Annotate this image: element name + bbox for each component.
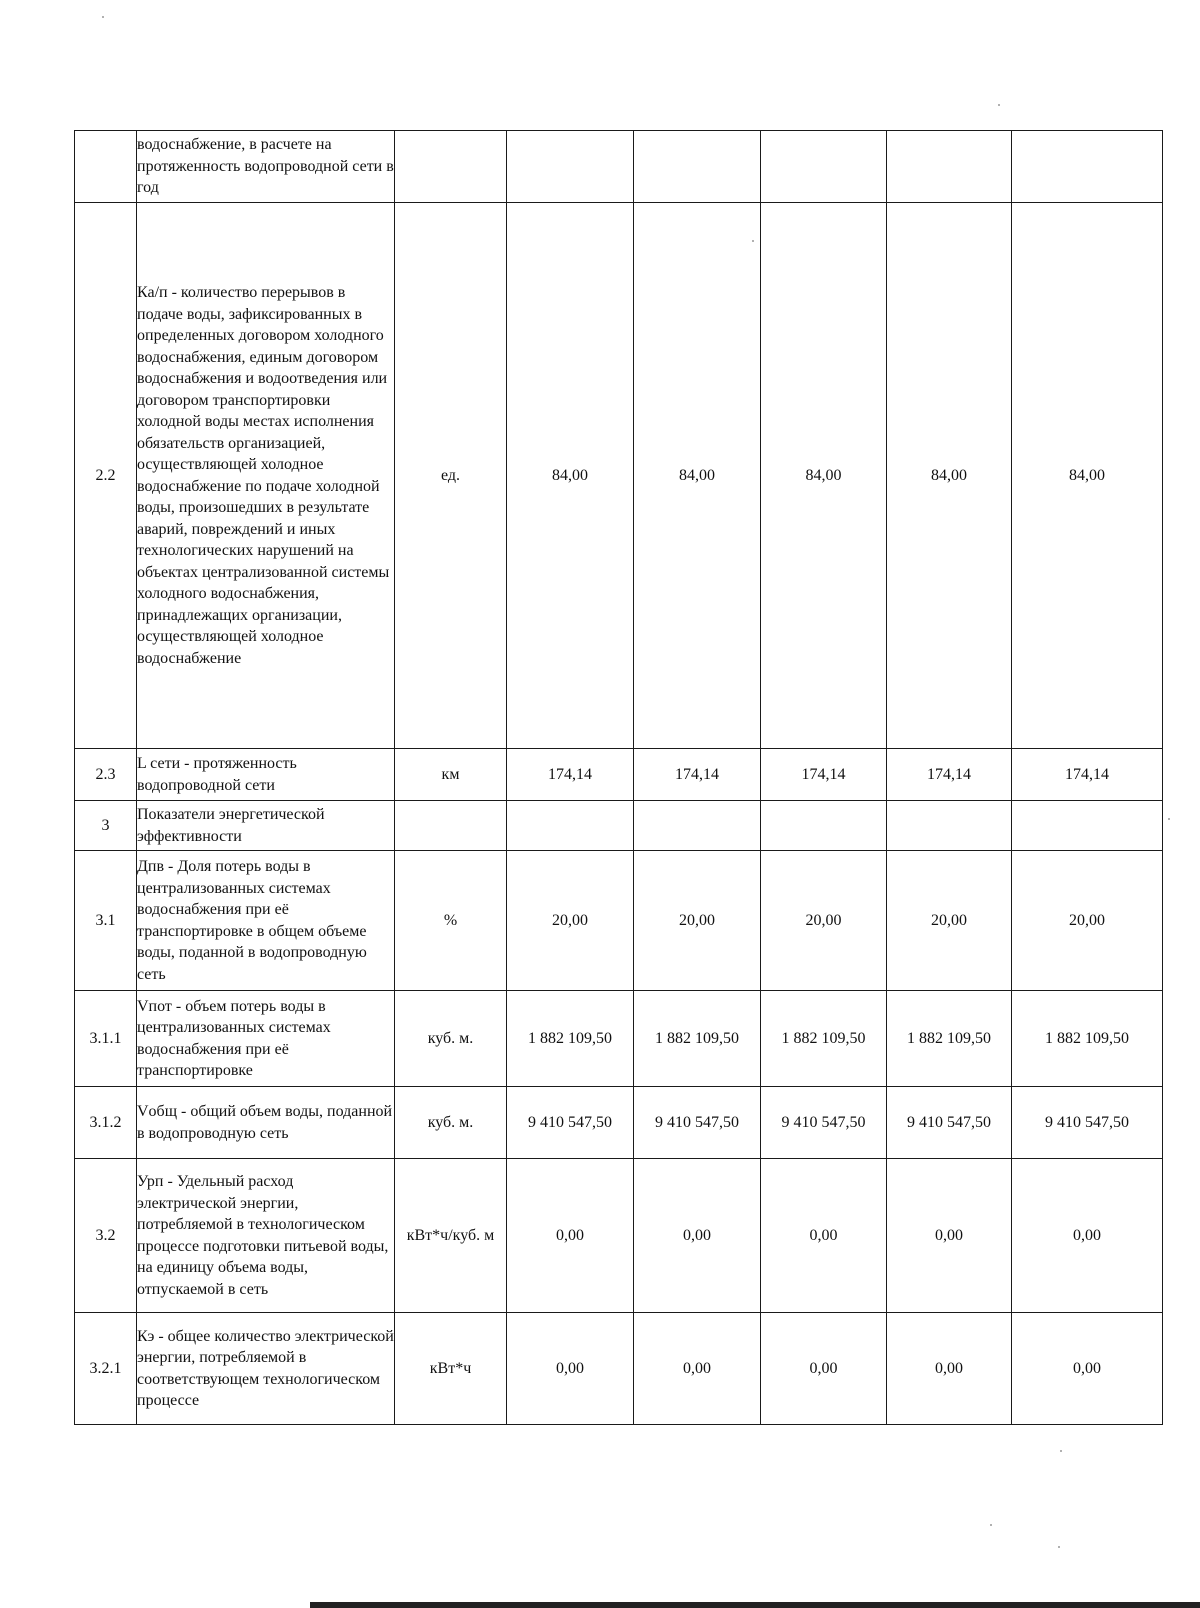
row-value-4: 9 410 547,50 — [887, 1087, 1012, 1159]
row-number: 2.2 — [75, 203, 137, 749]
row-number — [75, 131, 137, 203]
row-description: L сети - протяженность водопроводной сети — [137, 749, 395, 801]
row-value-1: 174,14 — [507, 749, 634, 801]
row-number: 2.3 — [75, 749, 137, 801]
row-unit — [395, 801, 507, 851]
row-number: 3.1.2 — [75, 1087, 137, 1159]
table-row — [75, 749, 1163, 801]
row-unit: км — [395, 749, 507, 801]
row-value-1 — [507, 801, 634, 851]
row-value-4: 0,00 — [887, 1313, 1012, 1425]
row-value-3: 84,00 — [761, 203, 887, 749]
row-unit: % — [395, 851, 507, 991]
row-value-2: 0,00 — [634, 1313, 761, 1425]
row-description: Vобщ - общий объем воды, поданной в водопроводную сеть — [137, 1087, 395, 1159]
row-value-3: 9 410 547,50 — [761, 1087, 887, 1159]
row-description: Дпв - Доля потерь воды в централизованных системах водоснабжения при её транспортировке в общем объеме воды, поданной в водопроводную сеть — [137, 851, 395, 991]
row-value-5: 174,14 — [1012, 749, 1163, 801]
row-value-4 — [887, 801, 1012, 851]
table-row — [75, 1313, 1163, 1425]
row-value-4: 174,14 — [887, 749, 1012, 801]
row-unit: кВт*ч/куб. м — [406, 1226, 495, 1244]
row-value-5: 84,00 — [1012, 203, 1163, 749]
row-value-2: 1 882 109,50 — [634, 991, 761, 1087]
row-unit: куб. м. — [395, 991, 507, 1087]
row-value-3: 20,00 — [761, 851, 887, 991]
row-value-1: 84,00 — [507, 203, 634, 749]
row-value-2 — [634, 131, 761, 203]
row-number: 3.1.1 — [75, 991, 137, 1087]
row-value-3: 0,00 — [761, 1313, 887, 1425]
row-value-2 — [634, 801, 761, 851]
indicators-table — [74, 130, 1163, 1425]
row-description: Показатели энергетической эффективности — [137, 801, 395, 851]
table-row — [75, 851, 1163, 991]
row-description: Урп - Удельный расход электрической энергии, потребляемой в технологическом процессе подготовки питьевой воды, на единицу объема воды, отпускаемой в сеть — [137, 1159, 395, 1313]
row-value-5: 0,00 — [1012, 1313, 1163, 1425]
row-value-5: 1 882 109,50 — [1012, 991, 1163, 1087]
row-number: 3.2 — [75, 1159, 137, 1313]
row-description: Ка/п - количество перерывов в подаче воды, зафиксированных в определенных договором холодного водоснабжения, единым договором водоснабжения и водоотведения или договором транспортировки холодной воды местах исполнения обязательств организацией, осуществляющей холодное водоснабжение по подаче холодной воды, произошедших в результате аварий, повреждений и иных технологических нарушений на объектах централизованной системы холодного водоснабжения, принадлежащих организации, осуществляющей холодное водоснабжение — [137, 203, 395, 749]
scan-edge-line — [310, 1602, 1200, 1608]
row-value-2: 9 410 547,50 — [634, 1087, 761, 1159]
row-value-5 — [1012, 801, 1163, 851]
row-value-1 — [507, 131, 634, 203]
row-value-2: 20,00 — [634, 851, 761, 991]
row-value-1: 9 410 547,50 — [507, 1087, 634, 1159]
row-unit: кВт*ч — [395, 1313, 507, 1425]
table-row — [75, 1159, 1163, 1313]
table-row — [75, 991, 1163, 1087]
row-number: 3.2.1 — [75, 1313, 137, 1425]
row-value-4: 20,00 — [887, 851, 1012, 991]
row-value-3: 1 882 109,50 — [761, 991, 887, 1087]
row-value-1: 0,00 — [507, 1159, 634, 1313]
row-value-5: 9 410 547,50 — [1012, 1087, 1163, 1159]
row-description: Кэ - общее количество электрической энергии, потребляемой в соответствующем технологическом процессе — [137, 1313, 395, 1425]
row-value-2: 0,00 — [634, 1159, 761, 1313]
row-description: водоснабжение, в расчете на протяженность водопроводной сети в год — [137, 131, 395, 203]
row-value-2: 84,00 — [634, 203, 761, 749]
row-value-3 — [761, 131, 887, 203]
row-value-1: 1 882 109,50 — [507, 991, 634, 1087]
table-row — [75, 131, 1163, 203]
row-value-3 — [761, 801, 887, 851]
row-unit-cell — [395, 1159, 507, 1313]
table-row — [75, 801, 1163, 851]
row-value-4: 1 882 109,50 — [887, 991, 1012, 1087]
row-description: Vпот - объем потерь воды в централизованных системах водоснабжения при её транспортировке — [137, 991, 395, 1087]
row-value-4 — [887, 131, 1012, 203]
row-number: 3 — [75, 801, 137, 851]
row-unit — [395, 131, 507, 203]
row-value-5: 0,00 — [1012, 1159, 1163, 1313]
row-value-1: 20,00 — [507, 851, 634, 991]
table-row — [75, 203, 1163, 749]
row-value-5: 20,00 — [1012, 851, 1163, 991]
row-value-5 — [1012, 131, 1163, 203]
row-value-4: 84,00 — [887, 203, 1012, 749]
row-unit: ед. — [395, 203, 507, 749]
row-value-2: 174,14 — [634, 749, 761, 801]
row-value-3: 0,00 — [761, 1159, 887, 1313]
row-value-3: 174,14 — [761, 749, 887, 801]
row-number: 3.1 — [75, 851, 137, 991]
row-value-1: 0,00 — [507, 1313, 634, 1425]
row-value-4: 0,00 — [887, 1159, 1012, 1313]
table-row — [75, 1087, 1163, 1159]
row-unit: куб. м. — [395, 1087, 507, 1159]
